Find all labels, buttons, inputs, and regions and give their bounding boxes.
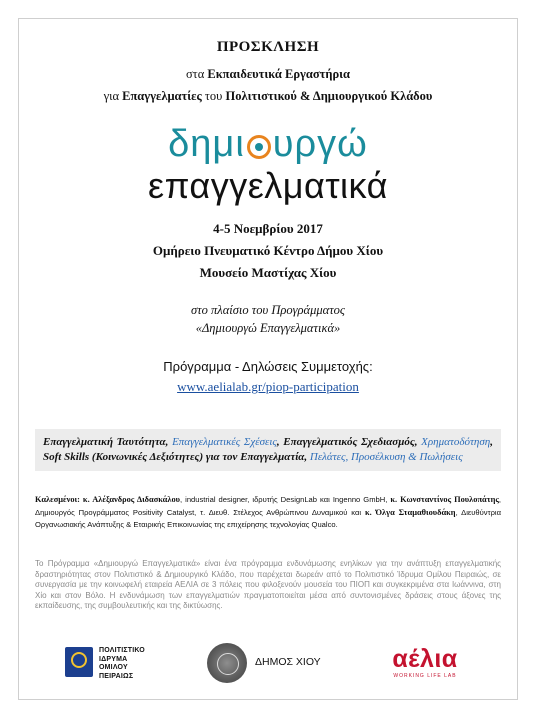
topics-box	[35, 429, 501, 471]
piop-logo: ΠΟΛΙΤΙΣΤΙΚΟ ΙΔΡΥΜΑ ΟΜΙΛΟΥ ΠΕΙΡΑΙΩΣ	[65, 645, 197, 683]
event-venue-2: Μουσείο Μαστίχας Χίου	[199, 265, 337, 280]
invitation-page	[18, 18, 518, 700]
topic-fragment: Επαγγελματικές Σχέσεις	[172, 436, 277, 448]
sponsor-footer	[19, 641, 517, 691]
registration-link[interactable]: www.aelialab.gr/piop-participation	[177, 379, 359, 394]
topic-fragment: ,	[276, 436, 284, 448]
speakers-paragraph: Καλεσμένοι: κ. Αλέξανδρος Διδασκάλου, industrial designer, ιδρυτής DesignLab και Ingenno GmbH, κ. Κωνσταντίνος Πουλοπάτης, Δημιουργός Προγράμματος Positivity Catalyst, τ. Διευθ. Στέλεχος Ανθρώπινου Δυναμικού και κ. Όλγα Σταμαθιουδάκη, Διευθύντρια Οργανωσιακής Ανάπτυξης & Εταιρικής Επικοινωνίας της επιχείρησης τεχνολογίας Qualco.	[35, 495, 502, 529]
registration-label: Πρόγραμμα - Δηλώσεις Συμμετοχής:	[163, 359, 373, 374]
subtitle-line-2: για Επαγγελματίες του Πολιτιστικού & Δημιουργικού Κλάδου	[103, 89, 433, 103]
subtitle-line-1: στα Εκπαιδευτικά Εργαστήρια	[185, 67, 351, 81]
municipality-seal-icon	[207, 643, 247, 683]
event-venue-1: Ομήρειο Πνευματικό Κέντρο Δήμου Χίου	[152, 243, 384, 258]
program-description: Το Πρόγραμμα «Δημιουργώ Επαγγελματικά» είναι ένα πρόγραμμα ενδυνάμωσης ενηλίκων για την ανάπτυξη επαγγελματικής δραστηριότητας στον Πολιτιστικό & Δημιουργικό Κλάδο, που παρέχεται δωρεάν από το Πολιτιστικό Ίδρυμα Ομίλου Πειραιώς, σε συνεργασία με την κοινωφελή εταιρεία ΑΕΛΙΑ σε 3 πόλεις που φιλοξενούν μουσεία του ΠΙΟΠ και συγκεκριμένα στα Ιωάννινα, στη Χίο και στον Βόλο. Η ενδυνάμωση των επαγγελματιών πραγματοποιείται μέσα από συντονισμένες δράσεις στους άξονες της εκπαίδευσης, της συμβουλευτικής και της δικτύωσης.	[35, 559, 501, 610]
topic-fragment: ,	[304, 451, 310, 463]
topic-fragment: ,	[414, 436, 422, 448]
topic-fragment: Πελάτες, Προσέλκυση & Πωλήσεις	[309, 451, 463, 463]
invitation-title: ΠΡΟΣΚΛΗΣΗ	[216, 39, 320, 55]
program-logo-bottom: επαγγελματικά	[148, 165, 388, 206]
logo-circle-icon	[247, 135, 271, 159]
topic-fragment: Soft Skills (Κοινωνικές Δεξιότητες) για τον Επαγγελματία	[43, 451, 305, 463]
topic-fragment: ,	[165, 436, 173, 448]
municipality-logo: ΔΗΜΟΣ ΧΙΟΥ	[207, 643, 347, 683]
program-logo-top: δημι υργώ	[168, 123, 368, 165]
topic-fragment: Χρηματοδότηση	[421, 436, 491, 448]
topic-fragment: Επαγγελματική Ταυτότητα	[43, 436, 166, 448]
program-context-1: στο πλαίσιο του Προγράμματος	[191, 303, 345, 317]
event-date: 4-5 Νοεμβρίου 2017	[213, 221, 323, 236]
program-context-2: «Δημιουργώ Επαγγελματικά»	[195, 321, 341, 335]
piop-emblem-icon	[65, 647, 93, 677]
topic-fragment: Επαγγελματικός Σχεδιασμός	[283, 436, 415, 448]
topic-fragment: ,	[490, 436, 493, 448]
aelia-logo: αέλια WORKING LIFE LAB	[392, 645, 458, 679]
